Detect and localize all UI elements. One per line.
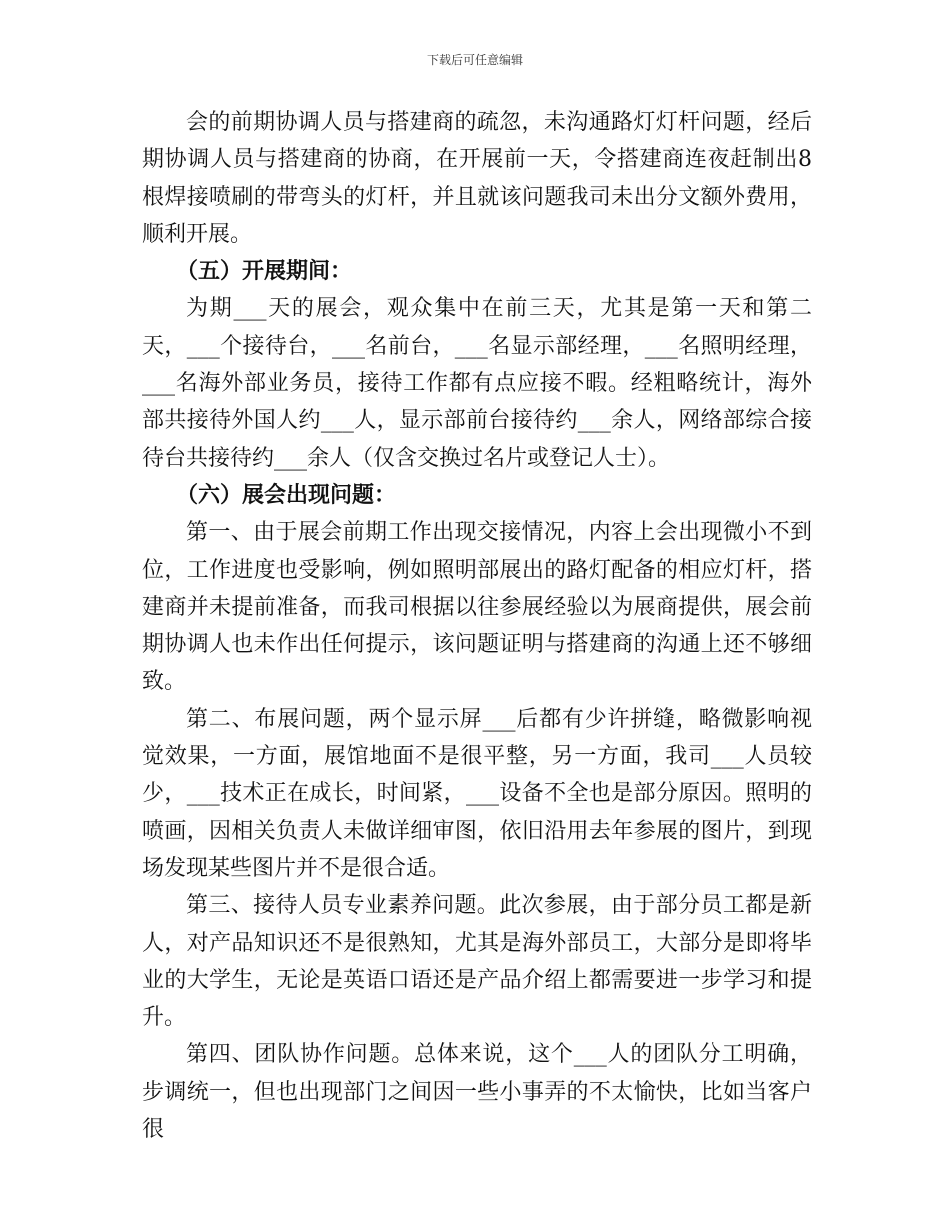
page-header: 下载后可任意编辑 xyxy=(426,53,523,67)
section-heading-5: （五）开展期间： xyxy=(176,258,353,285)
paragraph-issue-2: 第二、布展问题，两个显示屏___后都有少许拼缝，略微影响视觉效果，一方面，展馆地面不是很平整，另一方面，我司___人员较少，___技术正在成长，时间紧，___设备不全也是部分原因。照明的喷画，因相关负责人未做详细审图，依旧沿用去年参展的图片，到现场发现某些图片并不是很合适。 xyxy=(142,706,812,881)
paragraph-issue-1: 第一、由于展会前期工作出现交接情况，内容上会出现微小不到位，工作进度也受影响，例如照明部展出的路灯配备的相应灯杆，搭建商并未提前准备，而我司根据以往参展经验以为展商提供，展会前期协调人也未作出任何提示，该问题证明与搭建商的沟通上还不够细致。 xyxy=(142,520,812,695)
document-body xyxy=(142,104,812,1148)
section-heading-6: （六）展会出现问题： xyxy=(176,481,397,508)
paragraph-issue-3: 第三、接待人员专业素养问题。此次参展，由于部分员工都是新人，对产品知识还不是很熟知，尤其是海外部员工，大部分是即将毕业的大学生，无论是英语口语还是产品介绍上都需要进一步学习和提升。 xyxy=(142,893,812,1031)
paragraph-continuation: 会的前期协调人员与搭建商的疏忽，未沟通路灯灯杆问题，经后期协调人员与搭建商的协商，在开展前一天，令搭建商连夜赶制出8根焊接喷刷的带弯头的灯杆，并且就该问题我司未出分文额外费用，顺利开展。 xyxy=(142,110,812,247)
paragraph-issue-4: 第四、团队协作问题。总体来说，这个___人的团队分工明确，步调统一，但也出现部门之间因一些小事弄的不太愉快，比如当客户很 xyxy=(142,1042,812,1143)
paragraph-exhibition-period: 为期___天的展会，观众集中在前三天，尤其是第一天和第二天，___个接待台，___名前台，___名显示部经理，___名照明经理，___名海外部业务员，接待工作都有点应接不暇。经粗略统计，海外部共接待外国人约___人，显示部前台接待约___余人，网络部综合接待台共接待约___余人（仅含交换过名片或登记人士）。 xyxy=(142,296,812,471)
